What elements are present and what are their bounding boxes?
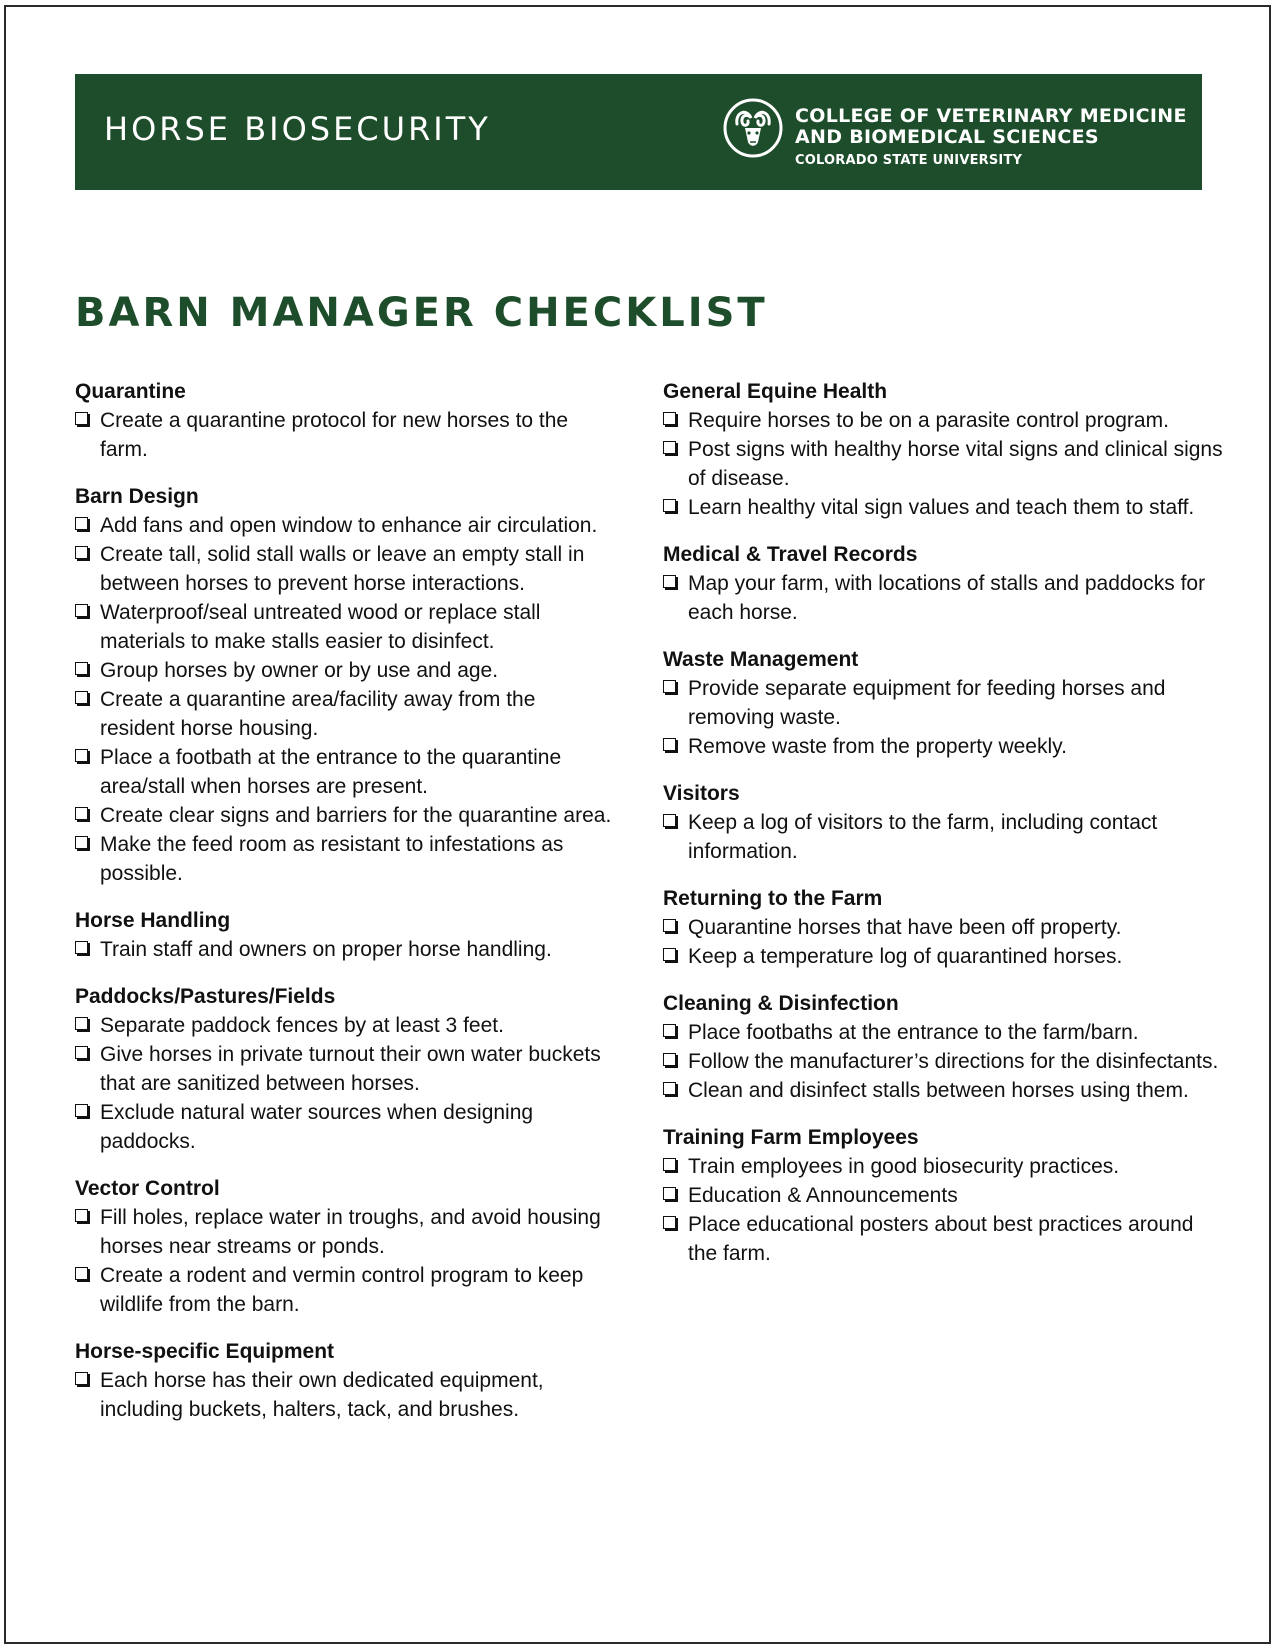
checkbox-icon[interactable]	[663, 948, 676, 961]
college-name-line2: AND BIOMEDICAL SCIENCES	[795, 126, 1099, 148]
checklist-item-text: Education & Announcements	[688, 1184, 958, 1207]
checklist-items	[75, 1366, 615, 1424]
checklist-item	[663, 942, 1223, 971]
program-title: HORSE BIOSECURITY	[104, 110, 491, 148]
checklist-section	[663, 1123, 1223, 1268]
checklist-item	[663, 569, 1223, 627]
checklist-item	[75, 685, 615, 743]
checklist-section	[75, 377, 615, 464]
checkbox-icon[interactable]	[663, 412, 676, 425]
checkbox-icon[interactable]	[75, 1267, 88, 1280]
checklist-item-text: Make the feed room as resistant to infestations as possible.	[100, 833, 564, 885]
checklist-item-text: Quarantine horses that have been off property.	[688, 916, 1122, 939]
checklist-items	[663, 913, 1223, 971]
checklist-item	[663, 732, 1223, 761]
checklist-item-text: Create clear signs and barriers for the quarantine area.	[100, 804, 612, 827]
checklist-item	[75, 743, 615, 801]
checklist-items	[75, 935, 615, 964]
section-heading: Barn Design	[75, 485, 199, 508]
checklist-item	[663, 435, 1223, 493]
section-heading: Horse Handling	[75, 909, 231, 932]
checkbox-icon[interactable]	[663, 575, 676, 588]
checklist-item	[663, 1076, 1223, 1105]
checkbox-icon[interactable]	[663, 919, 676, 932]
checkbox-icon[interactable]	[75, 1017, 88, 1030]
checklist-section	[75, 1174, 615, 1319]
section-heading: Returning to the Farm	[663, 887, 883, 910]
checklist-item-text: Follow the manufacturer’s directions for the disinfectants.	[688, 1050, 1219, 1073]
checkbox-icon[interactable]	[663, 1024, 676, 1037]
checklist-item-text: Create tall, solid stall walls or leave an empty stall in between horses to prevent horse interactions.	[100, 543, 585, 595]
checkbox-icon[interactable]	[75, 517, 88, 530]
checklist-section	[663, 884, 1223, 971]
checklist-item	[75, 406, 615, 464]
checkbox-icon[interactable]	[75, 604, 88, 617]
checkbox-icon[interactable]	[663, 1082, 676, 1095]
checklist-section	[75, 482, 615, 888]
checklist-items	[663, 406, 1223, 522]
university-name: COLORADO STATE UNIVERSITY	[795, 153, 1023, 168]
checkbox-icon[interactable]	[75, 749, 88, 762]
checklist-items	[75, 1011, 615, 1156]
checkbox-icon[interactable]	[663, 1158, 676, 1171]
checkbox-icon[interactable]	[75, 662, 88, 675]
checklist-items	[663, 808, 1223, 866]
checklist-item	[663, 1018, 1223, 1047]
checkbox-icon[interactable]	[663, 680, 676, 693]
checklist-items	[75, 511, 615, 888]
checklist-section	[75, 1337, 615, 1424]
checklist-items	[75, 1203, 615, 1319]
section-heading: Horse-specific Equipment	[75, 1340, 335, 1363]
checklist-items	[663, 1152, 1223, 1268]
checkbox-icon[interactable]	[75, 691, 88, 704]
checklist-section	[663, 989, 1223, 1105]
checklist-item-text: Separate paddock fences by at least 3 feet.	[100, 1014, 504, 1037]
checkbox-icon[interactable]	[663, 1187, 676, 1200]
college-name-line1: COLLEGE OF VETERINARY MEDICINE	[795, 105, 1187, 127]
checkbox-icon[interactable]	[663, 441, 676, 454]
right-column	[663, 377, 1223, 1286]
checklist-item	[663, 674, 1223, 732]
section-heading: Medical & Travel Records	[663, 543, 918, 566]
checklist-item	[663, 406, 1223, 435]
checklist-item	[663, 1181, 1223, 1210]
checklist-item	[75, 935, 615, 964]
checklist-item-text: Each horse has their own dedicated equipment, including buckets, halters, tack, and brushes.	[100, 1369, 544, 1421]
checklist-item	[663, 1152, 1223, 1181]
checklist-item-text: Post signs with healthy horse vital signs and clinical signs of disease.	[688, 438, 1223, 490]
checklist-item-text: Group horses by owner or by use and age.	[100, 659, 499, 682]
ram-head-icon	[723, 98, 783, 158]
college-wordmark	[795, 106, 1187, 169]
section-heading: General Equine Health	[663, 380, 888, 403]
checkbox-icon[interactable]	[663, 499, 676, 512]
checklist-item-text: Clean and disinfect stalls between horses using them.	[688, 1079, 1189, 1102]
checklist-item-text: Give horses in private turnout their own water buckets that are sanitized between horses.	[100, 1043, 601, 1095]
checklist-item-text: Train staff and owners on proper horse handling.	[100, 938, 552, 961]
checklist-item-text: Fill holes, replace water in troughs, and avoid housing horses near streams or ponds.	[100, 1206, 601, 1258]
checklist-item	[75, 540, 615, 598]
section-heading: Vector Control	[75, 1177, 220, 1200]
checkbox-icon[interactable]	[75, 1046, 88, 1059]
checklist-section	[663, 377, 1223, 522]
checklist-item-text: Provide separate equipment for feeding horses and removing waste.	[688, 677, 1166, 729]
checkbox-icon[interactable]	[75, 412, 88, 425]
checklist-item-text: Create a quarantine protocol for new horses to the farm.	[100, 409, 569, 461]
section-heading: Paddocks/Pastures/Fields	[75, 985, 336, 1008]
checklist-item	[663, 808, 1223, 866]
checklist-section	[75, 982, 615, 1156]
checkbox-icon[interactable]	[75, 807, 88, 820]
checklist-item-text: Create a rodent and vermin control program to keep wildlife from the barn.	[100, 1264, 584, 1316]
checklist-item	[75, 598, 615, 656]
checkbox-icon[interactable]	[75, 1104, 88, 1117]
checklist-item	[75, 511, 615, 540]
checklist-item-text: Waterproof/seal untreated wood or replace stall materials to make stalls easier to disinfect.	[100, 601, 541, 653]
checklist-section	[663, 779, 1223, 866]
checklist-items	[663, 569, 1223, 627]
checkbox-icon[interactable]	[75, 836, 88, 849]
checklist-item-text: Keep a temperature log of quarantined horses.	[688, 945, 1123, 968]
checklist-item-text: Train employees in good biosecurity practices.	[688, 1155, 1120, 1178]
checklist-items	[663, 1018, 1223, 1105]
checklist-item	[75, 1098, 615, 1156]
header-banner	[75, 74, 1202, 190]
checkbox-icon[interactable]	[75, 546, 88, 559]
checklist-section	[75, 906, 615, 964]
checklist-item	[663, 1210, 1223, 1268]
checklist-item	[663, 1047, 1223, 1076]
checklist-item-text: Place a footbath at the entrance to the quarantine area/stall when horses are present.	[100, 746, 562, 798]
checklist-item	[663, 913, 1223, 942]
checklist-item	[75, 1366, 615, 1424]
section-heading: Visitors	[663, 782, 740, 805]
checklist-item-text: Map your farm, with locations of stalls and paddocks for each horse.	[688, 572, 1206, 624]
checklist-item	[75, 830, 615, 888]
checklist-item-text: Place footbaths at the entrance to the farm/barn.	[688, 1021, 1139, 1044]
checklist-section	[663, 540, 1223, 627]
checklist-item-text: Keep a log of visitors to the farm, including contact information.	[688, 811, 1158, 863]
checkbox-icon[interactable]	[663, 814, 676, 827]
checkbox-icon[interactable]	[663, 738, 676, 751]
checklist-item-text: Create a quarantine area/facility away from the resident horse housing.	[100, 688, 536, 740]
section-heading: Cleaning & Disinfection	[663, 992, 899, 1015]
checkbox-icon[interactable]	[75, 941, 88, 954]
section-heading: Training Farm Employees	[663, 1126, 919, 1149]
checklist-items	[663, 674, 1223, 761]
checklist-item-text: Learn healthy vital sign values and teach them to staff.	[688, 496, 1195, 519]
checklist-item	[75, 801, 615, 830]
checklist-item	[75, 1011, 615, 1040]
checklist-item-text: Exclude natural water sources when designing paddocks.	[100, 1101, 534, 1153]
checkbox-icon[interactable]	[663, 1053, 676, 1066]
checklist-item	[75, 656, 615, 685]
section-heading: Quarantine	[75, 380, 186, 403]
checklist-item-text: Require horses to be on a parasite control program.	[688, 409, 1169, 432]
checklist-item	[663, 493, 1223, 522]
checklist-item	[75, 1261, 615, 1319]
checklist-item-text: Add fans and open window to enhance air circulation.	[100, 514, 598, 537]
checkbox-icon[interactable]	[75, 1372, 88, 1385]
checkbox-icon[interactable]	[75, 1209, 88, 1222]
checklist-items	[75, 406, 615, 464]
checklist-item-text: Place educational posters about best practices around the farm.	[688, 1213, 1194, 1265]
section-heading: Waste Management	[663, 648, 859, 671]
checklist-item-text: Remove waste from the property weekly.	[688, 735, 1067, 758]
checklist-section	[663, 645, 1223, 761]
document-title: BARN MANAGER CHECKLIST	[75, 290, 768, 336]
left-column	[75, 377, 615, 1442]
checklist-item	[75, 1040, 615, 1098]
checkbox-icon[interactable]	[663, 1216, 676, 1229]
checklist-item	[75, 1203, 615, 1261]
